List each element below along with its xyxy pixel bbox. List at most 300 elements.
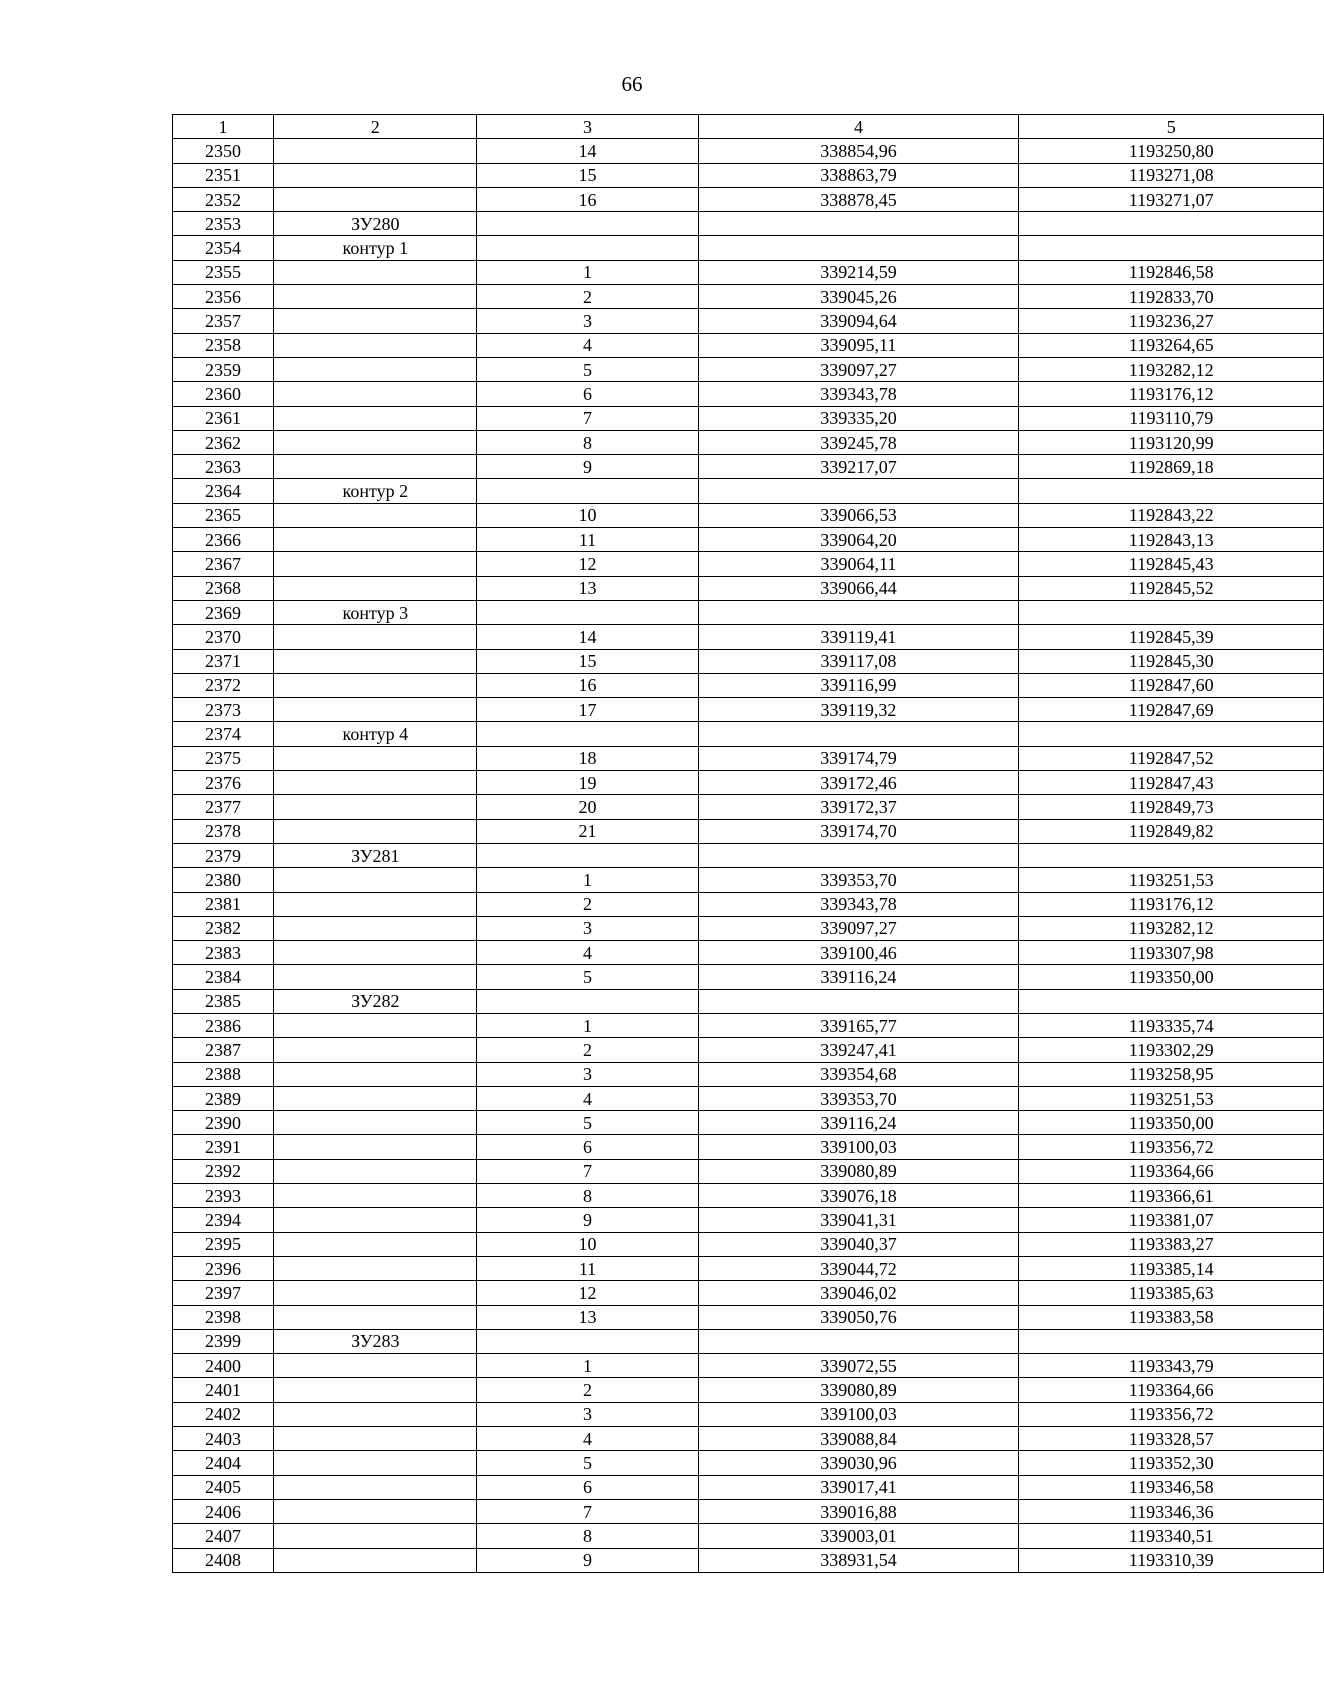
table-row [173, 771, 1324, 795]
y-coordinate-cell [1019, 989, 1324, 1013]
point-number-cell: 5 [477, 357, 698, 381]
x-coordinate-cell: 339100,03 [698, 1135, 1019, 1159]
table-row [173, 722, 1324, 746]
row-number-cell: 2398 [173, 1305, 274, 1329]
point-number-cell: 19 [477, 771, 698, 795]
parcel-label-cell [274, 455, 477, 479]
x-coordinate-cell: 339046,02 [698, 1281, 1019, 1305]
table-row [173, 455, 1324, 479]
row-number-cell: 2406 [173, 1499, 274, 1523]
row-number-cell: 2357 [173, 309, 274, 333]
row-number-cell: 2358 [173, 333, 274, 357]
y-coordinate-cell: 1193310,39 [1019, 1548, 1324, 1572]
y-coordinate-cell: 1192845,39 [1019, 625, 1324, 649]
row-number-cell: 2363 [173, 455, 274, 479]
table-row [173, 576, 1324, 600]
y-coordinate-cell: 1193383,58 [1019, 1305, 1324, 1329]
point-number-cell: 16 [477, 187, 698, 211]
y-coordinate-cell: 1193236,27 [1019, 309, 1324, 333]
parcel-label-cell [274, 795, 477, 819]
table-row [173, 1402, 1324, 1426]
parcel-label-cell [274, 1111, 477, 1135]
x-coordinate-cell: 339088,84 [698, 1427, 1019, 1451]
point-number-cell: 4 [477, 333, 698, 357]
y-coordinate-cell: 1192833,70 [1019, 285, 1324, 309]
point-number-cell: 6 [477, 1135, 698, 1159]
y-coordinate-cell [1019, 600, 1324, 624]
row-number-cell: 2353 [173, 212, 274, 236]
point-number-cell: 13 [477, 1305, 698, 1329]
table-row [173, 1062, 1324, 1086]
point-number-cell [477, 843, 698, 867]
x-coordinate-cell [698, 1329, 1019, 1353]
point-number-cell: 2 [477, 1038, 698, 1062]
parcel-label-cell [274, 1086, 477, 1110]
parcel-label-cell [274, 1062, 477, 1086]
table-row [173, 333, 1324, 357]
x-coordinate-cell: 339119,32 [698, 698, 1019, 722]
point-number-cell [477, 212, 698, 236]
parcel-label-cell: ЗУ281 [274, 843, 477, 867]
x-coordinate-cell: 339080,89 [698, 1378, 1019, 1402]
point-number-cell: 5 [477, 1451, 698, 1475]
point-number-cell: 1 [477, 1013, 698, 1037]
y-coordinate-cell: 1192843,13 [1019, 528, 1324, 552]
point-number-cell [477, 1329, 698, 1353]
y-coordinate-cell: 1193364,66 [1019, 1159, 1324, 1183]
table-row [173, 212, 1324, 236]
point-number-cell: 8 [477, 430, 698, 454]
table-row [173, 625, 1324, 649]
point-number-cell: 11 [477, 1256, 698, 1280]
table-row [173, 1499, 1324, 1523]
x-coordinate-cell: 339076,18 [698, 1184, 1019, 1208]
parcel-label-cell [274, 1475, 477, 1499]
y-coordinate-cell: 1193302,29 [1019, 1038, 1324, 1062]
y-coordinate-cell: 1193346,36 [1019, 1499, 1324, 1523]
table-row [173, 260, 1324, 284]
parcel-label-cell: контур 2 [274, 479, 477, 503]
parcel-label-cell [274, 1499, 477, 1523]
x-coordinate-cell: 339343,78 [698, 892, 1019, 916]
row-number-cell: 2393 [173, 1184, 274, 1208]
page-number: 66 [621, 72, 643, 96]
table-row [173, 843, 1324, 867]
x-coordinate-cell: 339097,27 [698, 357, 1019, 381]
x-coordinate-cell [698, 479, 1019, 503]
y-coordinate-cell: 1193176,12 [1019, 382, 1324, 406]
table-row [173, 1354, 1324, 1378]
table-row [173, 357, 1324, 381]
row-number-cell: 2397 [173, 1281, 274, 1305]
table-row [173, 552, 1324, 576]
header-cell: 5 [1019, 115, 1324, 139]
point-number-cell: 1 [477, 868, 698, 892]
table-row [173, 795, 1324, 819]
table-row [173, 1086, 1324, 1110]
parcel-label-cell [274, 333, 477, 357]
point-number-cell [477, 600, 698, 624]
parcel-label-cell [274, 746, 477, 770]
x-coordinate-cell [698, 989, 1019, 1013]
x-coordinate-cell: 339117,08 [698, 649, 1019, 673]
x-coordinate-cell: 339080,89 [698, 1159, 1019, 1183]
row-number-cell: 2365 [173, 503, 274, 527]
y-coordinate-cell: 1192849,82 [1019, 819, 1324, 843]
y-coordinate-cell: 1193251,53 [1019, 1086, 1324, 1110]
x-coordinate-cell: 339045,26 [698, 285, 1019, 309]
row-number-cell: 2396 [173, 1256, 274, 1280]
point-number-cell: 3 [477, 1402, 698, 1426]
y-coordinate-cell: 1193120,99 [1019, 430, 1324, 454]
point-number-cell: 16 [477, 673, 698, 697]
x-coordinate-cell: 339119,41 [698, 625, 1019, 649]
parcel-label-cell [274, 1354, 477, 1378]
x-coordinate-cell: 338878,45 [698, 187, 1019, 211]
x-coordinate-cell: 339353,70 [698, 868, 1019, 892]
table-row [173, 382, 1324, 406]
point-number-cell: 7 [477, 406, 698, 430]
row-number-cell: 2401 [173, 1378, 274, 1402]
y-coordinate-cell: 1192847,60 [1019, 673, 1324, 697]
row-number-cell: 2377 [173, 795, 274, 819]
y-coordinate-cell [1019, 479, 1324, 503]
y-coordinate-cell: 1193335,74 [1019, 1013, 1324, 1037]
y-coordinate-cell: 1193282,12 [1019, 916, 1324, 940]
table-row [173, 1281, 1324, 1305]
point-number-cell: 5 [477, 1111, 698, 1135]
table-row [173, 1329, 1324, 1353]
point-number-cell: 14 [477, 625, 698, 649]
parcel-label-cell [274, 503, 477, 527]
table-header-row [173, 115, 1324, 139]
parcel-label-cell [274, 576, 477, 600]
y-coordinate-cell [1019, 722, 1324, 746]
parcel-label-cell [274, 771, 477, 795]
x-coordinate-cell: 339003,01 [698, 1524, 1019, 1548]
y-coordinate-cell: 1193346,58 [1019, 1475, 1324, 1499]
parcel-label-cell [274, 1427, 477, 1451]
parcel-label-cell [274, 916, 477, 940]
parcel-label-cell [274, 163, 477, 187]
table-row [173, 698, 1324, 722]
y-coordinate-cell: 1193364,66 [1019, 1378, 1324, 1402]
y-coordinate-cell: 1193350,00 [1019, 965, 1324, 989]
table-row [173, 1256, 1324, 1280]
x-coordinate-cell: 339100,46 [698, 941, 1019, 965]
table-row [173, 1232, 1324, 1256]
x-coordinate-cell: 339354,68 [698, 1062, 1019, 1086]
parcel-label-cell: контур 4 [274, 722, 477, 746]
row-number-cell: 2388 [173, 1062, 274, 1086]
table-row [173, 965, 1324, 989]
row-number-cell: 2384 [173, 965, 274, 989]
point-number-cell: 14 [477, 139, 698, 163]
table-row [173, 187, 1324, 211]
y-coordinate-cell: 1192845,30 [1019, 649, 1324, 673]
x-coordinate-cell: 339040,37 [698, 1232, 1019, 1256]
row-number-cell: 2359 [173, 357, 274, 381]
parcel-label-cell [274, 382, 477, 406]
parcel-label-cell [274, 528, 477, 552]
x-coordinate-cell [698, 722, 1019, 746]
point-number-cell: 9 [477, 1548, 698, 1572]
parcel-label-cell [274, 1548, 477, 1572]
x-coordinate-cell: 339353,70 [698, 1086, 1019, 1110]
y-coordinate-cell [1019, 1329, 1324, 1353]
y-coordinate-cell: 1193250,80 [1019, 139, 1324, 163]
parcel-label-cell [274, 1013, 477, 1037]
row-number-cell: 2368 [173, 576, 274, 600]
y-coordinate-cell: 1192869,18 [1019, 455, 1324, 479]
row-number-cell: 2386 [173, 1013, 274, 1037]
x-coordinate-cell: 339097,27 [698, 916, 1019, 940]
row-number-cell: 2392 [173, 1159, 274, 1183]
parcel-label-cell [274, 406, 477, 430]
parcel-label-cell [274, 1305, 477, 1329]
y-coordinate-cell: 1192846,58 [1019, 260, 1324, 284]
point-number-cell: 7 [477, 1499, 698, 1523]
point-number-cell: 8 [477, 1524, 698, 1548]
parcel-label-cell [274, 649, 477, 673]
table-row [173, 430, 1324, 454]
point-number-cell: 15 [477, 649, 698, 673]
row-number-cell: 2372 [173, 673, 274, 697]
x-coordinate-cell: 339217,07 [698, 455, 1019, 479]
parcel-label-cell [274, 965, 477, 989]
x-coordinate-cell: 338863,79 [698, 163, 1019, 187]
parcel-label-cell [274, 1208, 477, 1232]
table-row [173, 1548, 1324, 1572]
point-number-cell [477, 989, 698, 1013]
x-coordinate-cell: 339066,53 [698, 503, 1019, 527]
header-cell: 4 [698, 115, 1019, 139]
y-coordinate-cell: 1193271,08 [1019, 163, 1324, 187]
point-number-cell: 13 [477, 576, 698, 600]
x-coordinate-cell: 339247,41 [698, 1038, 1019, 1062]
table-row [173, 1305, 1324, 1329]
row-number-cell: 2352 [173, 187, 274, 211]
y-coordinate-cell: 1192845,52 [1019, 576, 1324, 600]
point-number-cell: 12 [477, 552, 698, 576]
table-row [173, 285, 1324, 309]
parcel-label-cell [274, 430, 477, 454]
row-number-cell: 2364 [173, 479, 274, 503]
x-coordinate-cell: 339116,24 [698, 965, 1019, 989]
parcel-label-cell [274, 1378, 477, 1402]
parcel-label-cell [274, 357, 477, 381]
point-number-cell: 21 [477, 819, 698, 843]
row-number-cell: 2367 [173, 552, 274, 576]
parcel-label-cell [274, 1232, 477, 1256]
row-number-cell: 2370 [173, 625, 274, 649]
x-coordinate-cell: 339044,72 [698, 1256, 1019, 1280]
parcel-label-cell [274, 1159, 477, 1183]
parcel-label-cell: контур 3 [274, 600, 477, 624]
parcel-label-cell [274, 868, 477, 892]
parcel-label-cell [274, 673, 477, 697]
x-coordinate-cell: 339214,59 [698, 260, 1019, 284]
y-coordinate-cell: 1193356,72 [1019, 1402, 1324, 1426]
table-body [173, 115, 1324, 1573]
point-number-cell [477, 722, 698, 746]
point-number-cell: 6 [477, 1475, 698, 1499]
x-coordinate-cell: 339064,20 [698, 528, 1019, 552]
table-row [173, 503, 1324, 527]
table-row [173, 746, 1324, 770]
table-row [173, 1208, 1324, 1232]
y-coordinate-cell: 1193271,07 [1019, 187, 1324, 211]
table-row [173, 1378, 1324, 1402]
x-coordinate-cell: 339165,77 [698, 1013, 1019, 1037]
table-row [173, 649, 1324, 673]
x-coordinate-cell: 339172,46 [698, 771, 1019, 795]
parcel-label-cell: ЗУ282 [274, 989, 477, 1013]
header-cell: 3 [477, 115, 698, 139]
x-coordinate-cell: 339095,11 [698, 333, 1019, 357]
y-coordinate-cell: 1192849,73 [1019, 795, 1324, 819]
parcel-label-cell: контур 1 [274, 236, 477, 260]
y-coordinate-cell: 1193343,79 [1019, 1354, 1324, 1378]
row-number-cell: 2378 [173, 819, 274, 843]
table-row [173, 941, 1324, 965]
parcel-label-cell [274, 1256, 477, 1280]
y-coordinate-cell: 1193110,79 [1019, 406, 1324, 430]
parcel-label-cell [274, 941, 477, 965]
point-number-cell: 18 [477, 746, 698, 770]
x-coordinate-cell [698, 236, 1019, 260]
x-coordinate-cell: 339016,88 [698, 1499, 1019, 1523]
parcel-label-cell [274, 1402, 477, 1426]
table-row [173, 819, 1324, 843]
point-number-cell: 1 [477, 260, 698, 284]
point-number-cell: 10 [477, 503, 698, 527]
point-number-cell: 3 [477, 1062, 698, 1086]
row-number-cell: 2375 [173, 746, 274, 770]
parcel-label-cell [274, 309, 477, 333]
y-coordinate-cell: 1193340,51 [1019, 1524, 1324, 1548]
table-row [173, 406, 1324, 430]
row-number-cell: 2389 [173, 1086, 274, 1110]
table-row [173, 1475, 1324, 1499]
row-number-cell: 2355 [173, 260, 274, 284]
x-coordinate-cell: 339094,64 [698, 309, 1019, 333]
row-number-cell: 2394 [173, 1208, 274, 1232]
row-number-cell: 2362 [173, 430, 274, 454]
table-row [173, 1427, 1324, 1451]
row-number-cell: 2402 [173, 1402, 274, 1426]
x-coordinate-cell: 339041,31 [698, 1208, 1019, 1232]
coordinates-table [172, 114, 1324, 1573]
y-coordinate-cell [1019, 236, 1324, 260]
row-number-cell: 2380 [173, 868, 274, 892]
x-coordinate-cell: 339174,79 [698, 746, 1019, 770]
row-number-cell: 2383 [173, 941, 274, 965]
table-row [173, 1451, 1324, 1475]
parcel-label-cell [274, 892, 477, 916]
table-row [173, 1135, 1324, 1159]
x-coordinate-cell [698, 212, 1019, 236]
row-number-cell: 2369 [173, 600, 274, 624]
row-number-cell: 2356 [173, 285, 274, 309]
y-coordinate-cell: 1192847,43 [1019, 771, 1324, 795]
y-coordinate-cell: 1193350,00 [1019, 1111, 1324, 1135]
table-row [173, 1184, 1324, 1208]
point-number-cell: 6 [477, 382, 698, 406]
parcel-label-cell [274, 1038, 477, 1062]
y-coordinate-cell: 1193264,65 [1019, 333, 1324, 357]
point-number-cell: 10 [477, 1232, 698, 1256]
parcel-label-cell [274, 187, 477, 211]
parcel-label-cell [274, 260, 477, 284]
header-cell: 2 [274, 115, 477, 139]
row-number-cell: 2385 [173, 989, 274, 1013]
point-number-cell: 4 [477, 1086, 698, 1110]
x-coordinate-cell: 339064,11 [698, 552, 1019, 576]
table-row [173, 528, 1324, 552]
table-row [173, 916, 1324, 940]
parcel-label-cell [274, 625, 477, 649]
parcel-label-cell [274, 819, 477, 843]
row-number-cell: 2371 [173, 649, 274, 673]
table-row [173, 1159, 1324, 1183]
x-coordinate-cell: 339050,76 [698, 1305, 1019, 1329]
row-number-cell: 2404 [173, 1451, 274, 1475]
x-coordinate-cell: 339116,99 [698, 673, 1019, 697]
row-number-cell: 2374 [173, 722, 274, 746]
table-row [173, 139, 1324, 163]
x-coordinate-cell: 339335,20 [698, 406, 1019, 430]
row-number-cell: 2408 [173, 1548, 274, 1572]
row-number-cell: 2379 [173, 843, 274, 867]
x-coordinate-cell: 339017,41 [698, 1475, 1019, 1499]
table-row [173, 1111, 1324, 1135]
parcel-label-cell: ЗУ280 [274, 212, 477, 236]
point-number-cell: 15 [477, 163, 698, 187]
y-coordinate-cell: 1193352,30 [1019, 1451, 1324, 1475]
row-number-cell: 2351 [173, 163, 274, 187]
table-row [173, 673, 1324, 697]
x-coordinate-cell [698, 600, 1019, 624]
row-number-cell: 2382 [173, 916, 274, 940]
point-number-cell [477, 479, 698, 503]
point-number-cell: 1 [477, 1354, 698, 1378]
x-coordinate-cell: 339066,44 [698, 576, 1019, 600]
y-coordinate-cell: 1193176,12 [1019, 892, 1324, 916]
table-row [173, 236, 1324, 260]
y-coordinate-cell: 1192843,22 [1019, 503, 1324, 527]
x-coordinate-cell: 339172,37 [698, 795, 1019, 819]
table-row [173, 868, 1324, 892]
parcel-label-cell [274, 1135, 477, 1159]
x-coordinate-cell: 339100,03 [698, 1402, 1019, 1426]
row-number-cell: 2350 [173, 139, 274, 163]
x-coordinate-cell: 338854,96 [698, 139, 1019, 163]
point-number-cell: 12 [477, 1281, 698, 1305]
y-coordinate-cell [1019, 212, 1324, 236]
row-number-cell: 2360 [173, 382, 274, 406]
point-number-cell: 4 [477, 941, 698, 965]
parcel-label-cell: ЗУ283 [274, 1329, 477, 1353]
y-coordinate-cell: 1193385,14 [1019, 1256, 1324, 1280]
x-coordinate-cell: 339174,70 [698, 819, 1019, 843]
table-row [173, 1038, 1324, 1062]
row-number-cell: 2390 [173, 1111, 274, 1135]
row-number-cell: 2387 [173, 1038, 274, 1062]
point-number-cell: 3 [477, 309, 698, 333]
point-number-cell [477, 236, 698, 260]
point-number-cell: 9 [477, 1208, 698, 1232]
